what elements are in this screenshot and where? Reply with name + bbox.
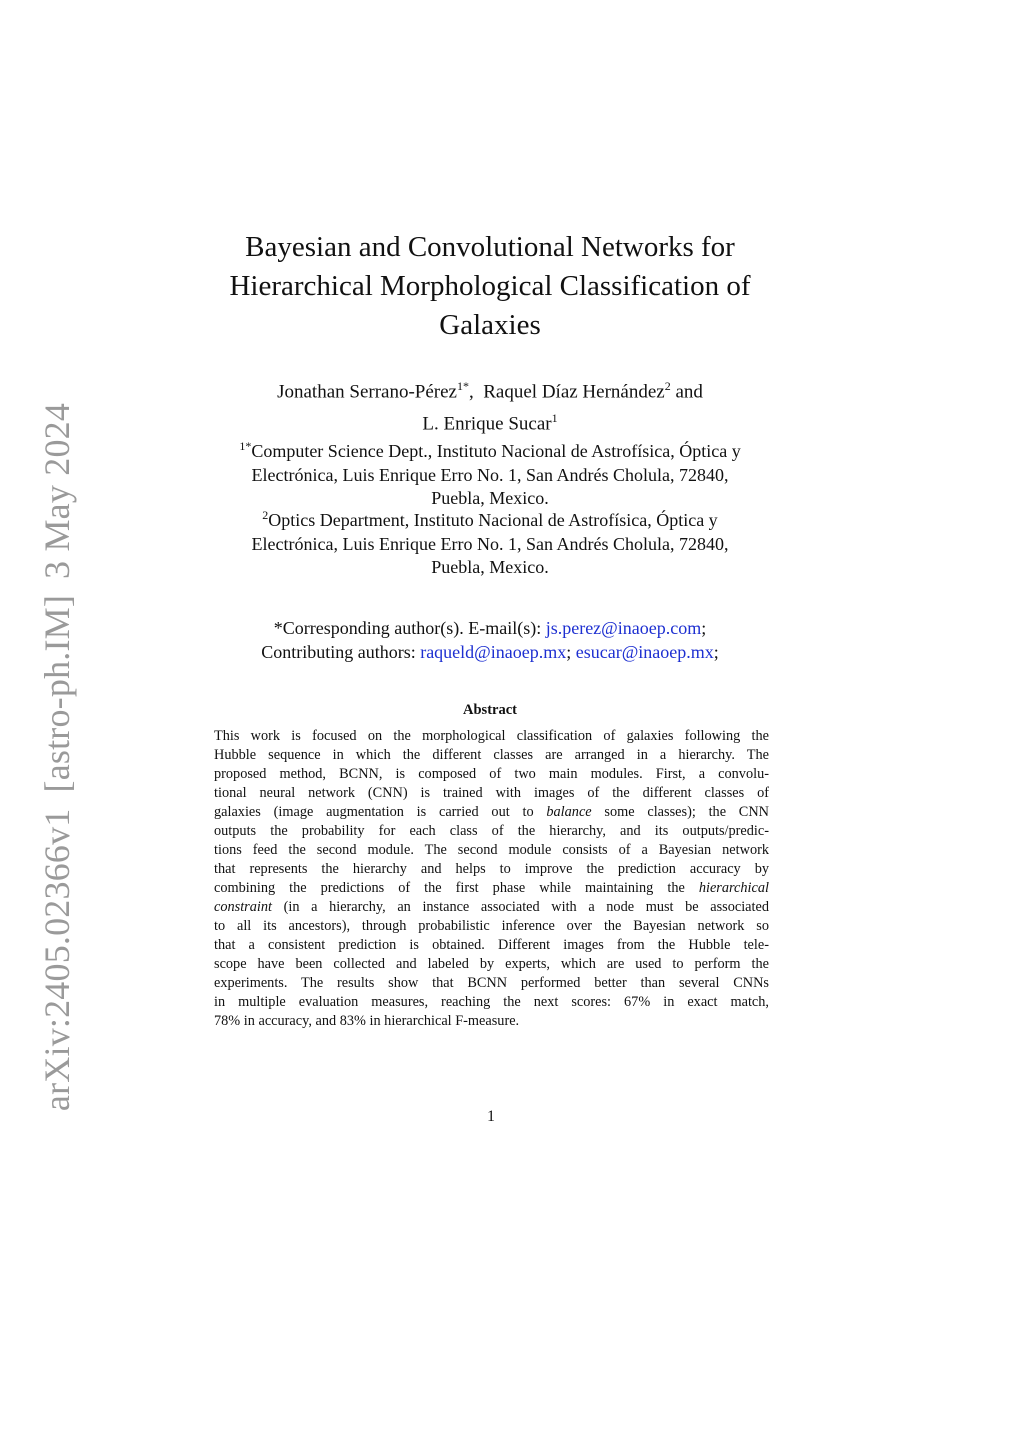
abstract-text: combining the predictions of the first phase while maintaining the: [214, 880, 699, 896]
abstract-emphasis: balance: [546, 804, 592, 820]
abstract-line: [214, 898, 769, 917]
title-line: Galaxies: [439, 309, 541, 341]
affiliation-line: Puebla, Mexico.: [431, 557, 549, 577]
paper-title: [190, 228, 790, 345]
affiliation-2: [190, 504, 790, 580]
abstract-line: [214, 727, 769, 746]
arxiv-id: arXiv:2405.02366v1: [37, 808, 77, 1112]
abstract-line: [214, 993, 769, 1012]
abstract-line: [214, 879, 769, 898]
abstract-text: some classes); the CNN: [591, 804, 769, 820]
abstract-text: that represents the hierarchy and helps to improve the prediction accuracy by: [214, 861, 769, 877]
author-name: Jonathan Serrano-Pérez: [277, 381, 457, 403]
abstract-line: [214, 974, 769, 993]
corresponding-email-link[interactable]: js.perez@inaoep.com: [545, 618, 702, 638]
abstract-emphasis: constraint: [214, 899, 272, 915]
abstract-line: [214, 803, 769, 822]
arxiv-date: 3 May 2024: [37, 402, 77, 579]
title-line: Bayesian and Convolutional Networks for: [245, 231, 735, 263]
abstract-text: galaxies (image augmentation is carried out to: [214, 804, 547, 820]
affiliation-1: [190, 435, 790, 511]
contributing-email-link[interactable]: esucar@inaoep.mx: [575, 642, 714, 662]
arxiv-category: [astro-ph.IM]: [37, 594, 77, 793]
abstract-line: [214, 917, 769, 936]
abstract-text: that a consistent prediction is obtained. Different images from the Hubble tele-: [214, 937, 769, 953]
arxiv-identifier-stamp: [36, 403, 78, 1111]
abstract-text: experiments. The results show that BCNN performed better than several CNNs: [214, 975, 769, 991]
contributing-email-link[interactable]: raqueld@inaoep.mx: [420, 642, 567, 662]
punctuation: ;: [701, 618, 707, 638]
abstract-line: [214, 936, 769, 955]
abstract-line: [214, 955, 769, 974]
abstract-emphasis: hierarchical: [698, 880, 769, 896]
author-conjunction: and: [670, 381, 703, 403]
abstract-text: (in a hierarchy, an instance associated with a node must be associated: [271, 899, 769, 915]
abstract-line: [214, 765, 769, 784]
author-separator: ,: [469, 381, 484, 403]
abstract-line: [214, 841, 769, 860]
abstract-line: [214, 784, 769, 803]
author-affiliation-marker: 1: [551, 411, 558, 426]
abstract-text: scope have been collected and labeled by experts, which are used to perform the: [214, 956, 769, 972]
author-name: L. Enrique Sucar: [422, 413, 552, 435]
affiliation-line: Electrónica, Luis Enrique Erro No. 1, San Andrés Cholula, 72840,: [251, 464, 729, 485]
author-affiliation-marker: 2: [664, 379, 671, 393]
abstract-line: [214, 860, 769, 879]
abstract-body: [214, 727, 769, 1031]
abstract-heading: Abstract: [463, 702, 517, 718]
abstract-line: [214, 1012, 769, 1031]
abstract-line: [214, 746, 769, 765]
affiliation-marker: 1*: [239, 439, 252, 453]
author-affiliation-marker: 1*: [457, 379, 469, 393]
abstract-text: to all its ancestors), through probabilistic inference over the Bayesian network so: [214, 918, 769, 934]
corresponding-author-label: *Corresponding author(s). E-mail(s):: [273, 618, 546, 638]
title-line: Hierarchical Morphological Classification of: [229, 270, 751, 302]
author-name: Raquel Díaz Hernández: [483, 381, 665, 403]
punctuation: ;: [566, 642, 576, 662]
affiliation-line: Optics Department, Instituto Nacional de Astrofísica, Óptica y: [268, 510, 718, 530]
affiliation-line: Puebla, Mexico.: [431, 488, 549, 508]
punctuation: ;: [713, 642, 719, 662]
abstract-text: proposed method, BCNN, is composed of two main modules. First, a convolu-: [214, 766, 769, 782]
abstract-text: 78% in accuracy, and 83% in hierarchical F-measure.: [214, 1013, 520, 1029]
abstract-text: tional neural network (CNN) is trained with images of the different classes of: [214, 785, 769, 801]
affiliation-line: Computer Science Dept., Instituto Nacional de Astrofísica, Óptica y: [251, 441, 741, 461]
contact-info: [190, 616, 790, 664]
affiliation-marker: 2: [262, 508, 269, 522]
abstract-text: in multiple evaluation measures, reaching the next scores: 67% in exact match,: [214, 994, 769, 1010]
page-number: 1: [487, 1108, 495, 1125]
abstract-text: This work is focused on the morphological classification of galaxies following the: [214, 728, 769, 744]
abstract-text: outputs the probability for each class of the hierarchy, and its outputs/predic-: [214, 823, 769, 839]
abstract-text: tions feed the second module. The second module consists of a Bayesian network: [214, 842, 769, 858]
abstract-text: Hubble sequence in which the different classes are arranged in a hierarchy. The: [214, 747, 769, 763]
contributing-authors-label: Contributing authors:: [261, 642, 421, 662]
affiliation-line: Electrónica, Luis Enrique Erro No. 1, San Andrés Cholula, 72840,: [251, 533, 729, 554]
author-list: [190, 373, 790, 438]
abstract-line: [214, 822, 769, 841]
